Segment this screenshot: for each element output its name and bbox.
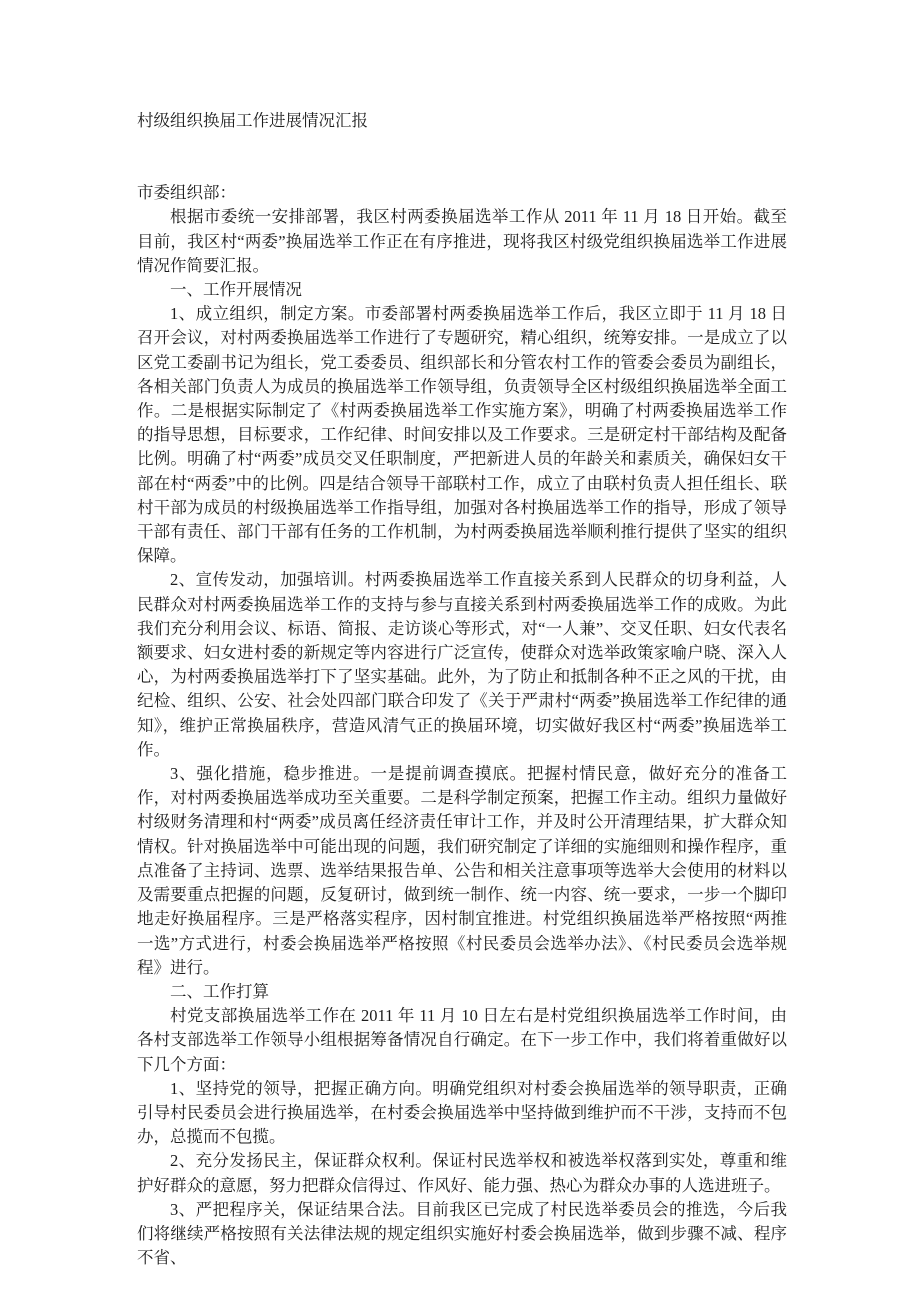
paragraph: 2、宣传发动，加强培训。村两委换届选举工作直接关系到人民群众的切身利益，人民群众对村两委换届选举工作的支持与参与直接关系到村两委换届选举工作的成败。为此我们充分利用会议、标语、简报、走访谈心等形式，对“一人兼”、交叉任职、妇女代表名额要求、妇女进村委的新规定等内容进行广泛宣传，使群众对选举政策家喻户晓、深入人心，为村两委换届选举打下了坚实基础。此外，为了防止和抵制各种不正之风的干扰，由纪检、组织、公安、社会处四部门联合印发了《关于严肃村“两委”换届选举工作纪律的通知》，维护正常换届秩序，营造风清气正的换届环境，切实做好我区村“两委”换届选举工作。 bbox=[137, 570, 787, 759]
paragraph: 根据市委统一安排部署，我区村两委换届选举工作从 2011 年 11 月 18 日开始。截至目前，我区村“两委”换届选举工作正在有序推进，现将我区村级党组织换届选举工作进展情况作简要汇报。 bbox=[137, 207, 787, 275]
paragraph: 1、成立组织，制定方案。市委部署村两委换届选举工作后，我区立即于 11 月 18 日召开会议，对村两委换届选举工作进行了专题研究，精心组织，统筹安排。一是成立了以区党工委副书记为组长，党工委委员、组织部长和分管农村工作的管委会委员为副组长，各相关部门负责人为成员的换届选举工作领导组，负责领导全区村级组织换届选举全面工作。二是根据实际制定了《村两委换届选举工作实施方案》，明确了村两委换届选举工作的指导思想，目标要求，工作纪律、时间安排以及工作要求。三是研定村干部结构及配备比例。明确了村“两委”成员交叉任职制度，严把新进人员的年龄关和素质关，确保妇女干部在村“两委”中的比例。四是结合领导干部联村工作，成立了由联村负责人担任组长、联村干部为成员的村级换届选举工作指导组，加强对各村换届选举工作的指导，形成了领导干部有责任、部门干部有任务的工作机制，为村两委换届选举顺利推行提供了坚实的组织保障。 bbox=[137, 304, 787, 566]
paragraph: 3、强化措施，稳步推进。一是提前调查摸底。把握村情民意，做好充分的准备工作，对村两委换届选举成功至关重要。二是科学制定预案，把握工作主动。组织力量做好村级财务清理和村“两委”成员离任经济责任审计工作，并及时公开清理结果，扩大群众知情权。针对换届选举中可能出现的问题，我们研究制定了详细的实施细则和操作程序，重点准备了主持词、选票、选举结果报告单、公告和相关注意事项等选举大会使用的材料以及需要重点把握的问题，反复研讨，做到统一制作、统一内容、统一要求，一步一个脚印地走好换届程序。三是严格落实程序，因村制宜推进。村党组织换届选举严格按照“两推一选”方式进行，村委会换届选举严格按照《村民委员会选举办法》、《村民委员会选举规程》进行。 bbox=[137, 764, 787, 977]
document-title: 村级组织换届工作进展情况汇报 bbox=[137, 111, 368, 130]
salutation: 市委组织部： bbox=[137, 183, 236, 203]
paragraph: 1、坚持党的领导，把握正确方向。明确党组织对村委会换届选举的领导职责，正确引导村民委员会进行换届选举，在村委会换届选举中坚持做到维护而不干涉，支持而不包办，总揽而不包揽。 bbox=[137, 1078, 787, 1147]
paragraph: 2、充分发扬民主，保证群众权利。保证村民选举权和被选举权落到实处，尊重和维护好群众的意愿，努力把群众信得过、作风好、能力强、热心为群众办事的人选进班子。 bbox=[137, 1151, 787, 1195]
paragraph: 二、工作打算 bbox=[170, 981, 269, 1001]
paragraph: 村党支部换届选举工作在 2011 年 11 月 10 日左右是村党组织换届选举工作时间，由各村支部选举工作领导小组根据筹备情况自行确定。在下一步工作中，我们将着重做好以下几个方面： bbox=[137, 1006, 787, 1074]
paragraph: 一、工作开展情况 bbox=[170, 280, 302, 300]
document-body bbox=[137, 205, 787, 1270]
paragraph: 3、严把程序关，保证结果合法。目前我区已完成了村民选举委员会的推选，今后我们将继续严格按照有关法律法规的规定组织实施好村委会换届选举，做到步骤不减、程序不省、 bbox=[137, 1199, 787, 1268]
